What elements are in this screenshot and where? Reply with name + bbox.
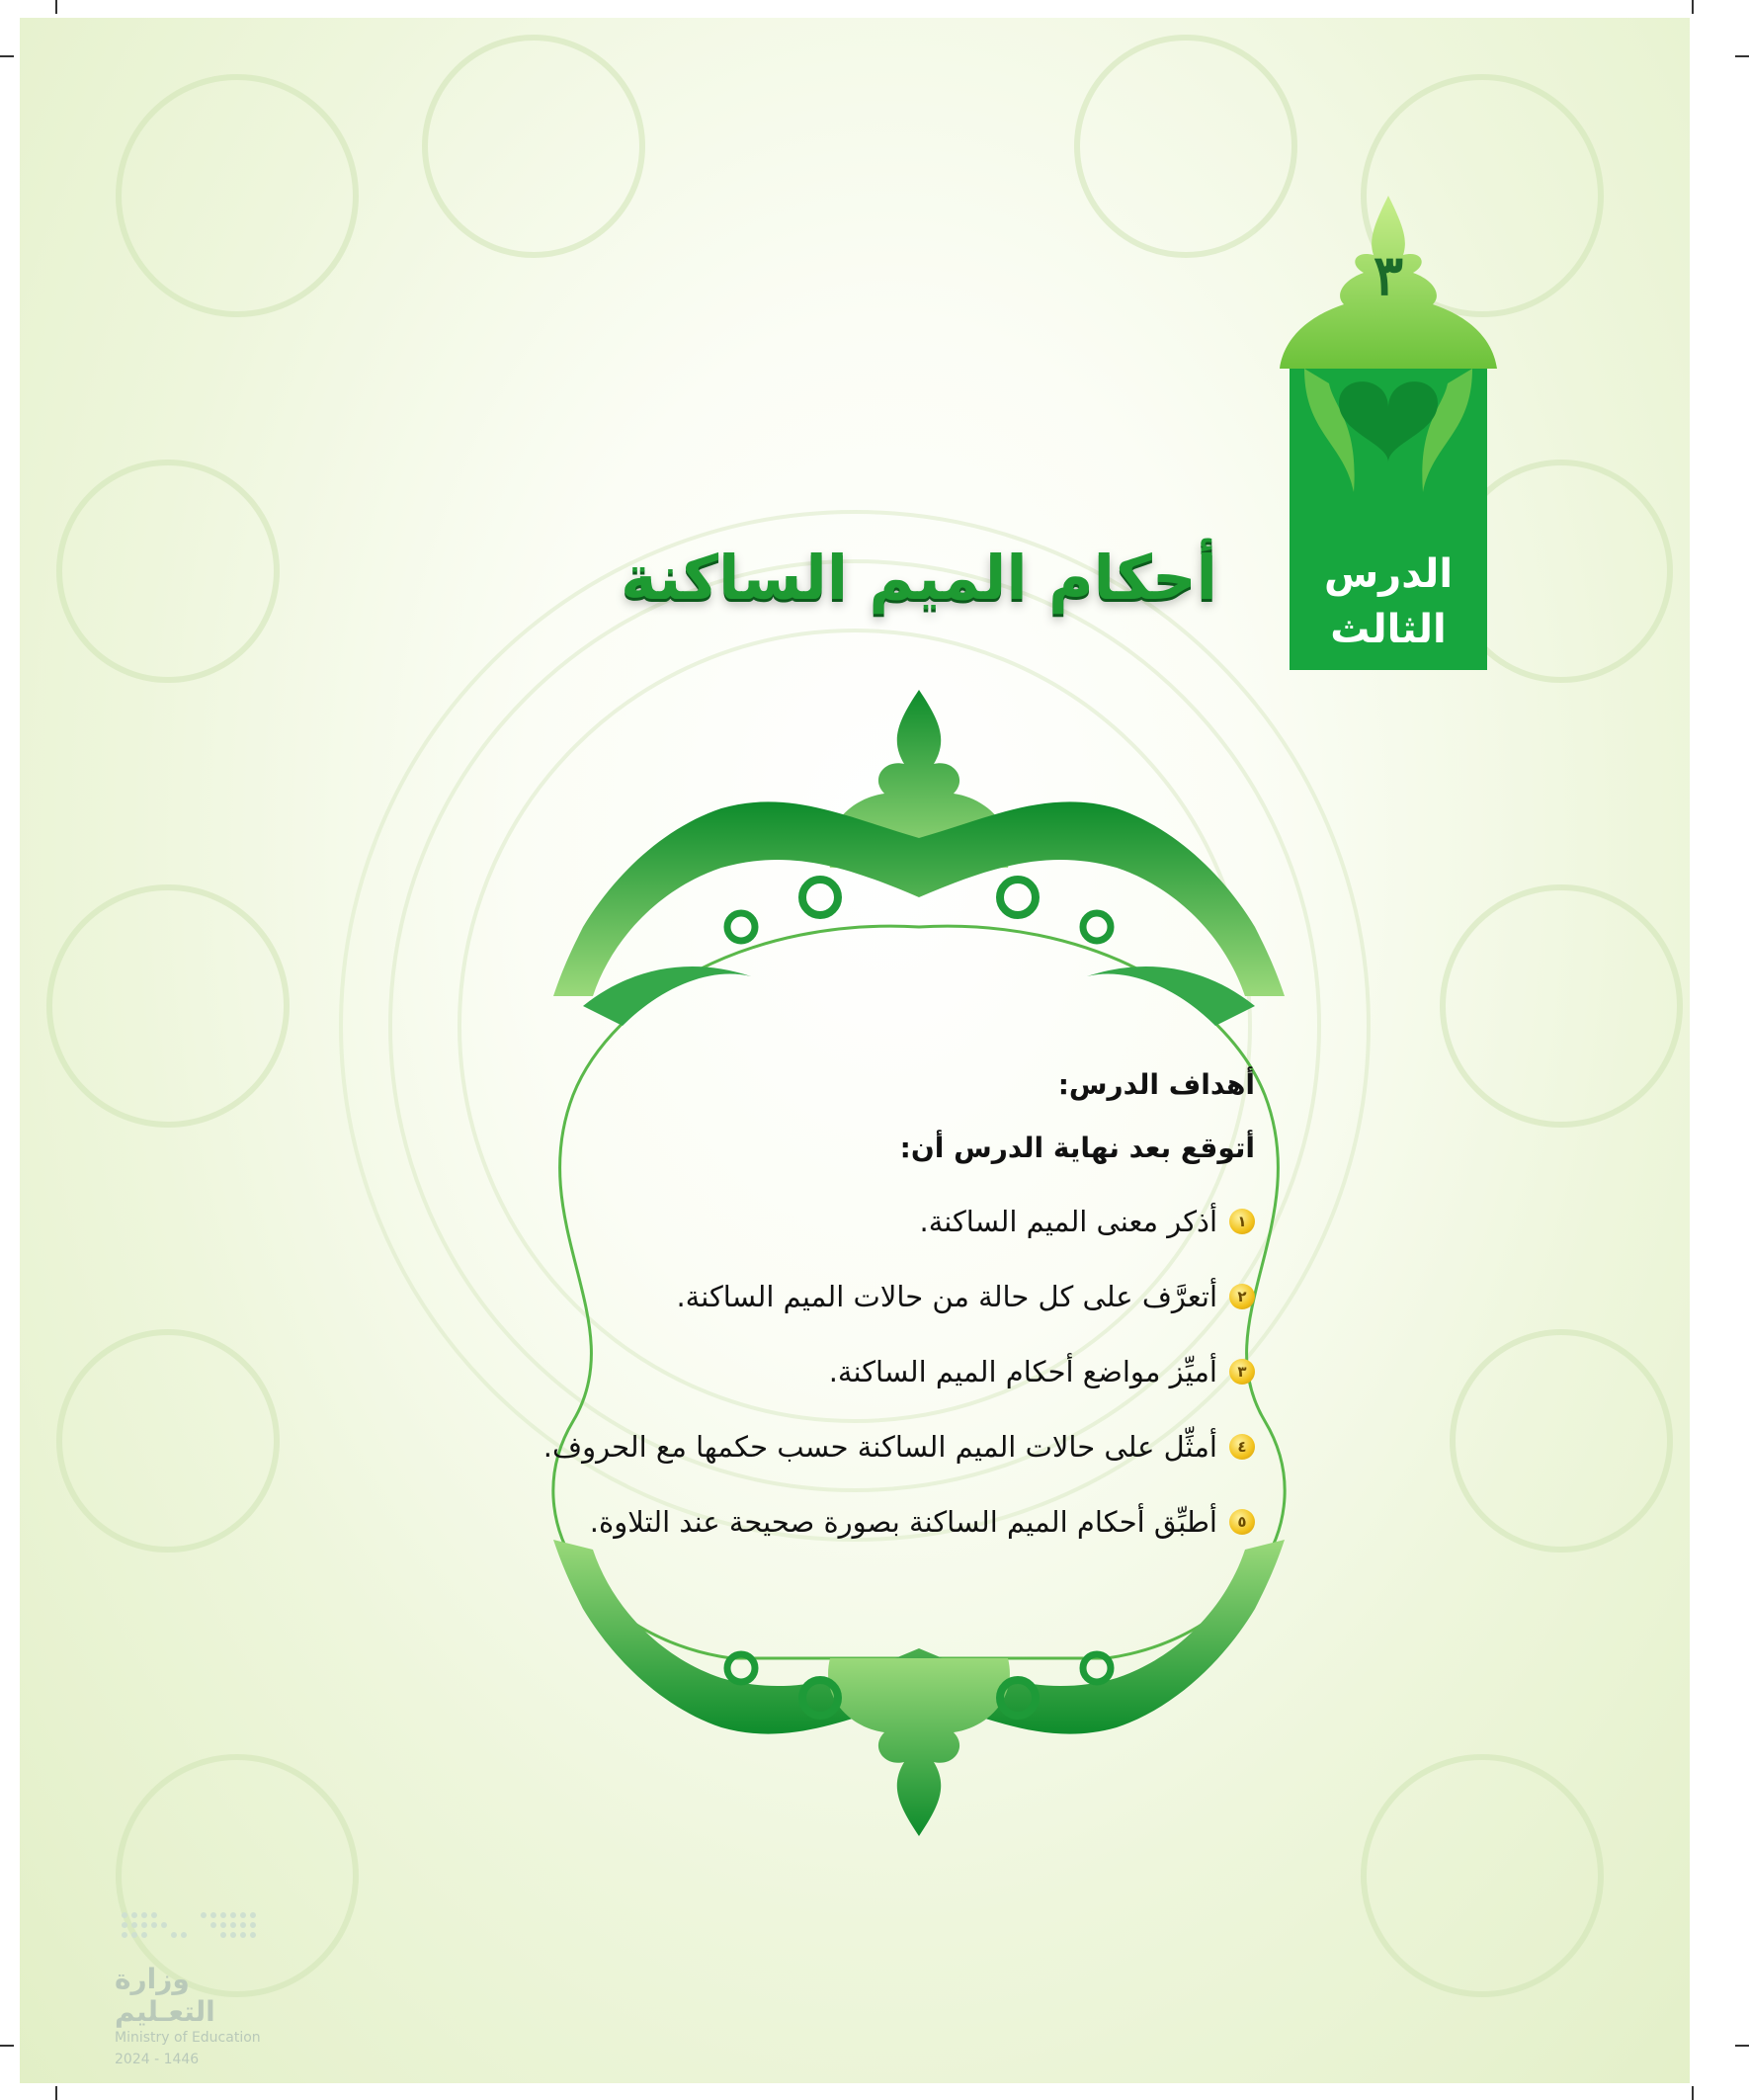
crop-mark <box>1692 2086 1694 2100</box>
goal-number-badge: ٥ <box>1229 1509 1255 1535</box>
goal-number-badge: ٢ <box>1229 1284 1255 1309</box>
goal-item <box>524 1184 1255 1259</box>
goal-text: أطبِّق أحكام الميم الساكنة بصورة صحيحة عند التلاوة. <box>589 1505 1217 1539</box>
ministry-year: 2024 - 1446 <box>115 2052 200 2067</box>
goal-number-badge: ٤ <box>1229 1434 1255 1460</box>
goal-item <box>524 1484 1255 1559</box>
goal-number-badge: ١ <box>1229 1209 1255 1234</box>
frame-bottom-ornament <box>553 1540 1285 1836</box>
goal-text: أمثِّل على حالات الميم الساكنة حسب حكمها مع الحروف. <box>542 1430 1217 1464</box>
crop-mark <box>1692 0 1694 14</box>
crop-mark <box>0 55 14 57</box>
crop-mark <box>1735 2045 1749 2047</box>
ministry-name-ar: وزارة التعـليم <box>115 1963 215 2028</box>
goals-intro: أتوقع بعد نهاية الدرس أن: <box>899 1132 1255 1164</box>
goals-heading: أهداف الدرس: <box>1057 1068 1255 1101</box>
ministry-dots-icon <box>115 1907 273 1947</box>
goal-item <box>524 1259 1255 1334</box>
crop-mark <box>55 0 57 14</box>
crop-mark <box>0 2045 14 2047</box>
ministry-name-en: Ministry of Education <box>115 2030 261 2046</box>
lesson-label-line2: الثالث <box>1330 607 1447 652</box>
goal-text: أميِّز مواضع أحكام الميم الساكنة. <box>828 1355 1217 1388</box>
goal-text: أتعرَّف على كل حالة من حالات الميم الساكنة. <box>676 1280 1217 1313</box>
frame-top-ornament <box>553 690 1285 1026</box>
goal-text: أذكر معنى الميم الساكنة. <box>919 1205 1217 1238</box>
goal-item <box>524 1409 1255 1484</box>
lesson-number: ٣ <box>1373 243 1404 308</box>
goal-item <box>524 1334 1255 1409</box>
lesson-page <box>20 18 1690 2083</box>
lesson-label-line1: الدرس <box>1323 551 1454 597</box>
goals-list <box>524 1184 1255 1559</box>
crop-mark <box>1735 55 1749 57</box>
crop-mark <box>55 2086 57 2100</box>
lesson-label <box>1294 546 1482 657</box>
ministry-logo <box>115 1907 292 2067</box>
lesson-goals <box>524 1065 1255 1559</box>
lesson-title: أحكام الميم الساكنة <box>621 542 1217 614</box>
goal-number-badge: ٣ <box>1229 1359 1255 1385</box>
